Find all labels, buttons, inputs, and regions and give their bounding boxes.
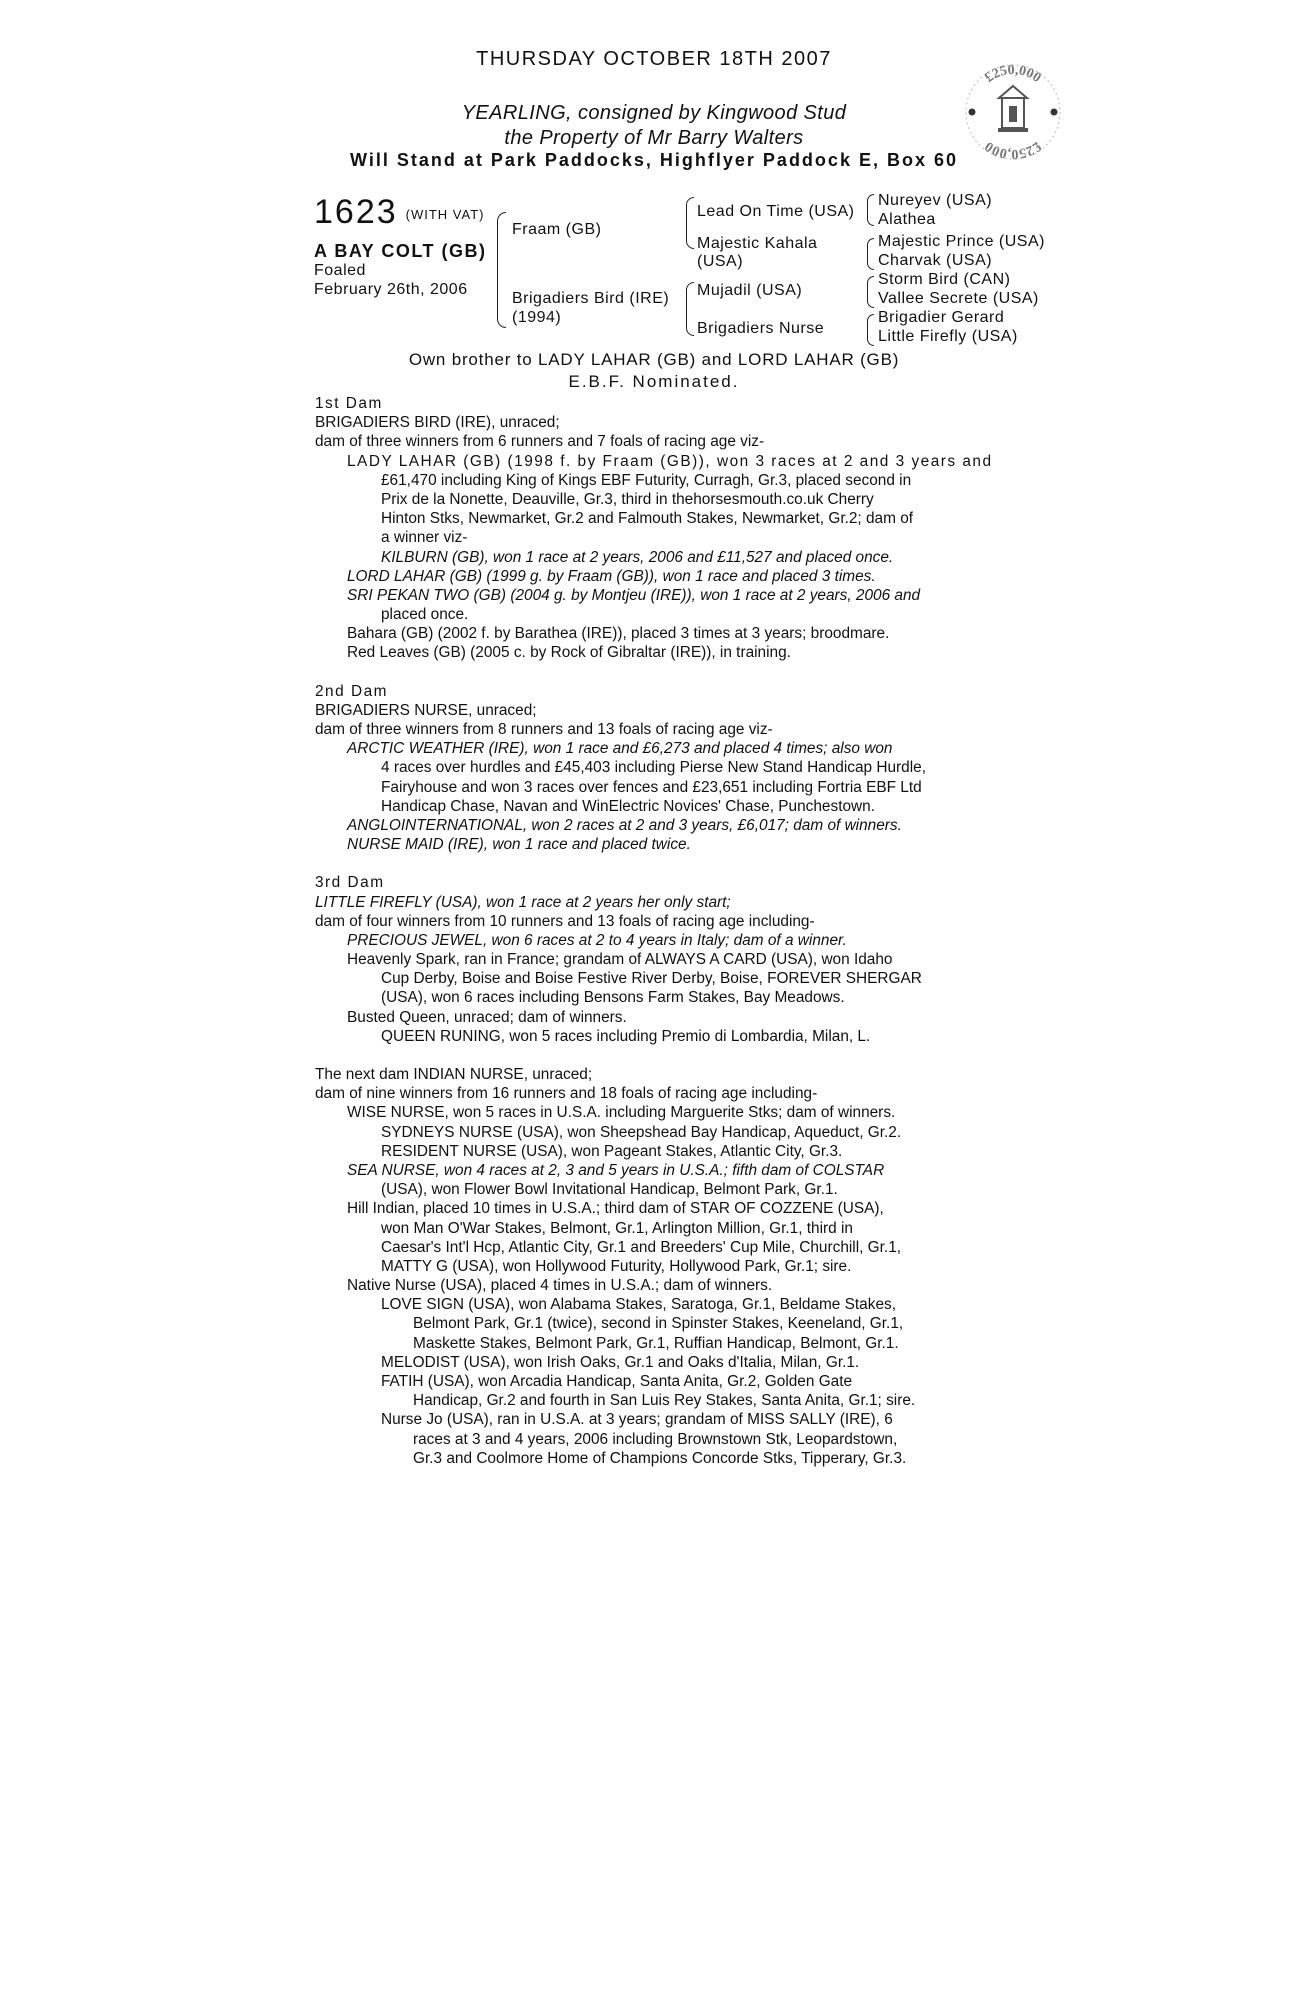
dam-line: KILBURN (GB), won 1 race at 2 years, 2006 and £11,527 and placed once. [381,548,894,566]
stamp-text-bottom: £250,000 [982,138,1044,162]
pedigree-dam-sire: Mujadil (USA) [697,282,803,299]
dam-line: SRI PEKAN TWO (GB) (2004 g. by Montjeu (IRE)), won 1 race at 2 years, 2006 and [347,586,921,604]
dam-line: NURSE MAID (IRE), won 1 race and placed twice. [347,836,691,854]
pedigree-dam-year: (1994) [512,309,562,326]
dam-line: QUEEN RUNING, won 5 races including Premio di Lombardia, Milan, L. [381,1027,871,1045]
dam-line: Prix de la Nonette, Deauville, Gr.3, third in thehorsesmouth.co.uk Cherry [381,490,874,508]
pedigree-brace-main [497,212,506,328]
pedigree-sire-dam-country: (USA) [697,253,744,270]
dam-line: FATIH (USA), won Arcadia Handicap, Santa Anita, Gr.2, Golden Gate [381,1373,853,1390]
foaled-date: February 26th, 2006 [314,281,468,298]
dam-line: Native Nurse (USA), placed 4 times in U.S.A.; dam of winners. [347,1277,773,1295]
stamp-text-top: £250,000 [982,62,1044,86]
sale-date: THURSDAY OCTOBER 18TH 2007 [476,48,832,70]
dam-line: Fairyhouse and won 3 races over fences and £23,651 including Fortria EBF Ltd [381,778,922,796]
dam-line: dam of four winners from 10 runners and 13 foals of racing age including- [315,912,815,930]
lot-number [314,193,484,232]
horse-description: A BAY COLT (GB) [314,241,487,261]
dam-line: Nurse Jo (USA), ran in U.S.A. at 3 years; grandam of MISS SALLY (IRE), 6 [381,1411,893,1429]
dam-line: PRECIOUS JEWEL, won 6 races at 2 to 4 years in Italy; dam of a winner. [347,931,847,949]
dam-line: Maskette Stakes, Belmont Park, Gr.1, Ruffian Handicap, Belmont, Gr.1. [413,1334,899,1352]
dam-line: LITTLE FIREFLY (USA), won 1 race at 2 years her only start; [315,893,731,911]
second-dam-heading: 2nd Dam [315,682,388,700]
dam-line: placed once. [381,606,469,624]
pedigree-gg-4: Charvak (USA) [878,252,993,269]
dam-line: dam of nine winners from 16 runners and 18 foals of racing age including- [315,1085,818,1103]
dam-line: Caesar's Int'l Hcp, Atlantic City, Gr.1 and Breeders' Cup Mile, Churchill, Gr.1, [381,1238,902,1256]
property-line: the Property of Mr Barry Walters [504,127,804,149]
consignor-line: YEARLING, consigned by Kingwood Stud [461,102,847,124]
dam-line: Busted Queen, unraced; dam of winners. [347,1008,627,1026]
pedigree-gg-2: Alathea [878,211,936,228]
dam-line: LOVE SIGN (USA), won Alabama Stakes, Saratoga, Gr.1, Beldame Stakes, [381,1296,896,1314]
first-dam-heading: 1st Dam [315,395,383,412]
stand-location: Will Stand at Park Paddocks, Highflyer Paddock E, Box 60 [350,150,958,170]
ebf-note: E.B.F. Nominated. [568,372,740,391]
pedigree-brace-sire [686,197,694,249]
pedigree-gg-7: Brigadier Gerard [878,309,1005,326]
dam-line: (USA), won Flower Bowl Invitational Handicap, Belmont Park, Gr.1. [381,1181,838,1199]
pedigree-gg-8: Little Firefly (USA) [878,328,1018,345]
dam-line: Hill Indian, placed 10 times in U.S.A.; third dam of STAR OF COZZENE (USA), [347,1200,884,1218]
dam-line: RESIDENT NURSE (USA), won Pageant Stakes, Atlantic City, Gr.3. [381,1142,843,1160]
produce-record [315,394,995,1468]
dam-line: BRIGADIERS NURSE, unraced; [315,701,537,719]
dam-line: WISE NURSE, won 5 races in U.S.A. including Marguerite Stks; dam of winners. [347,1104,896,1122]
dam-line: Heavenly Spark, ran in France; grandam of ALWAYS A CARD (USA), won Idaho [347,951,893,969]
dam-line: Handicap Chase, Navan and WinElectric Novices' Chase, Punchestown. [381,797,875,815]
own-brother-note: Own brother to LADY LAHAR (GB) and LORD LAHAR (GB) [408,350,900,369]
dam-line: won Man O'War Stakes, Belmont, Gr.1, Arlington Million, Gr.1, third in [381,1219,853,1237]
pedigree-sire-dam: Majestic Kahala [697,235,818,252]
pedigree-sire-sire: Lead On Time (USA) [697,203,855,220]
lot-number-value: 1623 [314,193,398,231]
pedigree-brace-dam [686,282,694,336]
dam-line: The next dam INDIAN NURSE, unraced; [315,1066,593,1083]
dam-line: dam of three winners from 6 runners and 7 foals of racing age viz- [315,433,765,451]
dam-line: dam of three winners from 8 runners and 13 foals of racing age viz- [315,721,773,738]
dam-line: Cup Derby, Boise and Boise Festive River Derby, Boise, FOREVER SHERGAR [381,970,922,988]
dam-line: Handicap, Gr.2 and fourth in San Luis Rey Stakes, Santa Anita, Gr.1; sire. [413,1392,916,1410]
dam-line: BRIGADIERS BIRD (IRE), unraced; [315,414,560,432]
dam-line: (USA), won 6 races including Bensons Farm Stakes, Bay Meadows. [381,989,845,1007]
dam-line: Gr.3 and Coolmore Home of Champions Concorde Stks, Tipperary, Gr.3. [413,1449,907,1467]
dam-line: £61,470 including King of Kings EBF Futurity, Curragh, Gr.3, placed second in [381,471,912,489]
price-stamp-icon [963,62,1063,162]
third-dam-heading: 3rd Dam [315,874,385,892]
dam-line: Bahara (GB) (2002 f. by Barathea (IRE)), placed 3 times at 3 years; broodmare. [347,625,890,643]
pedigree-brace-gg4 [867,314,874,346]
pedigree-gg-6: Vallee Secrete (USA) [878,290,1039,307]
dam-line: LORD LAHAR (GB) (1999 g. by Fraam (GB)), won 1 race and placed 3 times. [347,567,876,585]
dam-line: ARCTIC WEATHER (IRE), won 1 race and £6,273 and placed 4 times; also won [347,740,893,758]
pedigree-brace-gg3 [867,276,874,308]
vat-note: (WITH VAT) [405,206,485,222]
dam-line: SEA NURSE, won 4 races at 2, 3 and 5 years in U.S.A.; fifth dam of COLSTAR [347,1161,885,1179]
pedigree-brace-gg2 [867,238,874,270]
dam-line: Belmont Park, Gr.1 (twice), second in Spinster Stakes, Keeneland, Gr.1, [413,1315,904,1333]
dam-line: MELODIST (USA), won Irish Oaks, Gr.1 and Oaks d'Italia, Milan, Gr.1. [381,1353,860,1371]
dam-line: races at 3 and 4 years, 2006 including Brownstown Stk, Leopardstown, [413,1430,898,1448]
dam-line: a winner viz- [381,529,468,547]
dam-line: MATTY G (USA), won Hollywood Futurity, Hollywood Park, Gr.1; sire. [381,1257,852,1275]
dam-line: SYDNEYS NURSE (USA), won Sheepshead Bay Handicap, Aqueduct, Gr.2. [381,1123,902,1141]
pedigree-brace-gg1 [867,194,874,226]
pedigree-gg-3: Majestic Prince (USA) [878,233,1045,250]
dam-line: Red Leaves (GB) (2005 c. by Rock of Gibraltar (IRE)), in training. [347,644,791,662]
dam-line: LADY LAHAR (GB) (1998 f. by Fraam (GB)), won 3 races at 2 and 3 years and [347,452,993,470]
foaled-label: Foaled [314,262,366,279]
dam-line: ANGLOINTERNATIONAL, won 2 races at 2 and 3 years, £6,017; dam of winners. [347,816,902,834]
pedigree-gg-1: Nureyev (USA) [878,192,993,209]
dam-line: Hinton Stks, Newmarket, Gr.2 and Falmouth Stakes, Newmarket, Gr.2; dam of [381,510,914,528]
pedigree-gg-5: Storm Bird (CAN) [878,271,1011,288]
svg-text:£250,000 [982,138,1043,161]
svg-text:£250,000 [982,63,1043,86]
pedigree-dam: Brigadiers Bird (IRE) [512,290,670,307]
pedigree-dam-dam: Brigadiers Nurse [697,320,825,337]
dam-line: 4 races over hurdles and £45,403 including Pierse New Stand Handicap Hurdle, [381,759,926,777]
pedigree-sire: Fraam (GB) [512,221,602,238]
